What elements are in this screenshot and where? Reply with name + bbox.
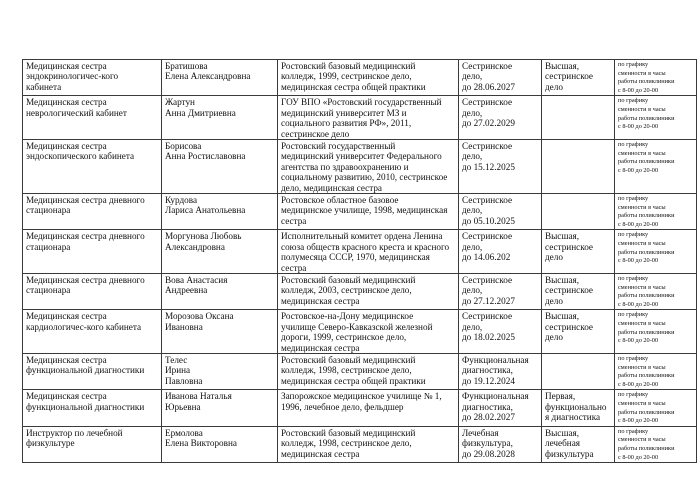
qualification-category-line: сестринское: [545, 241, 593, 252]
certificate-cell: [459, 194, 542, 230]
qualification-category-cell: [542, 60, 615, 96]
education-line: союза обществ красного креста и красного: [281, 241, 450, 252]
position-line: кабинета: [26, 81, 62, 92]
education-line: Ростовский базовый медицинский: [281, 61, 416, 71]
position-cell: [23, 96, 162, 140]
employee-name-line: Лариса Анатольевна: [165, 205, 246, 216]
table-row: [23, 354, 697, 390]
work-schedule-line: работы поликлиники: [618, 158, 675, 166]
employee-name-cell: [162, 354, 278, 390]
education-line: медицинский университет МЗ и: [281, 107, 407, 118]
education-line: Ростовское-на-Дону медицинское: [281, 311, 414, 322]
work-schedule-line: с 8-00 до 20-00: [618, 453, 659, 461]
work-schedule-line: по графику: [618, 231, 649, 239]
employee-name-cell: [162, 140, 278, 194]
work-schedule-line: по графику: [618, 141, 649, 148]
position-line: Инструктор по лечебной: [26, 427, 123, 438]
certificate-line: дело,: [462, 321, 483, 332]
certificate-cell: [459, 426, 542, 462]
certificate-line: до 27.12.2027: [462, 295, 515, 306]
employee-name-line: Телес: [165, 355, 188, 366]
work-schedule-line: работы поликлиники: [618, 372, 675, 380]
work-schedule-cell: [615, 194, 697, 230]
employee-name-cell: [162, 426, 278, 462]
work-schedule-line: с 8-00 до 20-00: [618, 337, 659, 345]
certificate-line: Сестринское: [462, 97, 513, 108]
work-schedule-line: с 8-00 до 20-00: [618, 300, 659, 308]
certificate-line: до 19.12.2024: [462, 375, 515, 386]
certificate-line: Функциональная: [462, 355, 529, 366]
education-cell: [278, 354, 459, 390]
table-row: [23, 60, 697, 96]
qualification-category-cell: [542, 354, 615, 390]
position-cell: [23, 140, 162, 194]
certificate-line: до 28.02.2027: [462, 412, 515, 423]
work-schedule-line: по графику: [618, 355, 649, 363]
qualification-category-line: Первая,: [545, 391, 576, 402]
education-line: Ростовский базовый медицинский: [281, 427, 416, 438]
education-line: Ростовский базовый медицинский: [281, 275, 416, 286]
certificate-line: Сестринское: [462, 275, 513, 286]
employee-name-line: Курдова: [165, 195, 198, 206]
education-line: ГОУ ВПО «Ростовский государственный: [281, 97, 442, 108]
qualification-category-cell: [542, 140, 615, 194]
position-line: Медицинская сестра: [26, 97, 107, 108]
qualification-category-line: сестринское: [545, 285, 593, 296]
work-schedule-cell: [615, 274, 697, 310]
work-schedule-line: сменности в часы: [618, 149, 666, 157]
employee-name-line: Ивановна: [165, 321, 203, 332]
position-line: Медицинская сестра: [26, 61, 107, 71]
qualification-category-cell: [542, 426, 615, 462]
position-line: Медицинская сестра дневного: [26, 195, 145, 206]
work-schedule-line: сменности в часы: [618, 240, 666, 247]
education-cell: [278, 194, 459, 230]
qualification-category-cell: [542, 274, 615, 310]
work-schedule-line: работы поликлиники: [618, 444, 675, 452]
qualification-category-line: физкультура: [545, 448, 594, 459]
work-schedule-line: по графику: [618, 61, 649, 68]
position-line: Медицинская сестра дневного: [26, 231, 145, 242]
table-row: [23, 426, 697, 462]
work-schedule-line: сменности в часы: [618, 436, 666, 444]
position-cell: [23, 310, 162, 354]
education-cell: [278, 96, 459, 140]
work-schedule-line: по графику: [618, 427, 649, 435]
work-schedule-line: работы поликлиники: [618, 212, 675, 220]
certificate-line: Лечебная: [462, 427, 499, 438]
certificate-cell: [459, 310, 542, 354]
certificate-line: физкультура,: [462, 438, 513, 449]
education-line: медицинская сестра общей практики: [281, 81, 426, 92]
work-schedule-cell: [615, 426, 697, 462]
education-line: дороги, 1999, сестринское дело,: [281, 332, 407, 343]
work-schedule-line: работы поликлиники: [618, 248, 675, 256]
education-line: 1996, лечебное дело, фельдшер: [281, 401, 404, 412]
education-line: социального развития РФ», 2011,: [281, 118, 412, 129]
education-line: Ростовский государственный: [281, 141, 396, 151]
education-line: колледж, 1998, сестринское дело,: [281, 365, 412, 376]
certificate-line: Сестринское: [462, 61, 513, 71]
education-line: сестринское дело: [281, 128, 350, 139]
certificate-line: диагностика,: [462, 401, 513, 412]
certificate-line: Функциональная: [462, 391, 529, 402]
employee-name-line: Андреевна: [165, 285, 208, 296]
qualification-category-line: Высшая,: [545, 275, 580, 286]
certificate-line: до 18.02.2025: [462, 332, 515, 343]
position-line: функциональной диагностики: [26, 365, 145, 376]
education-line: Исполнительный комитет ордена Ленина: [281, 231, 443, 242]
work-schedule-line: сменности в часы: [618, 320, 666, 327]
certificate-line: дело,: [462, 151, 483, 162]
certificate-line: Сестринское: [462, 311, 513, 322]
certificate-line: до 05.10.2025: [462, 215, 515, 226]
employee-name-line: Александровна: [165, 241, 225, 252]
work-schedule-cell: [615, 230, 697, 274]
education-cell: [278, 230, 459, 274]
education-line: агентства по здравоохранению и: [281, 161, 409, 172]
employee-name-line: Жартун: [165, 97, 195, 108]
work-schedule-line: с 8-00 до 20-00: [618, 417, 659, 425]
position-line: стационара: [26, 285, 71, 296]
position-cell: [23, 354, 162, 390]
position-line: Медицинская сестра: [26, 141, 107, 151]
qualification-category-line: Высшая,: [545, 61, 580, 71]
employee-name-cell: [162, 60, 278, 96]
education-line: дело, медицинская сестра: [281, 182, 383, 193]
work-schedule-cell: [615, 96, 697, 140]
education-cell: [278, 274, 459, 310]
employee-name-line: Анна Дмитриевна: [165, 107, 236, 118]
position-line: функциональной диагностики: [26, 401, 145, 412]
employee-name-line: Ермолова: [165, 427, 203, 438]
certificate-line: дело,: [462, 205, 483, 216]
work-schedule-line: по графику: [618, 275, 649, 283]
position-line: кардиологичес-кого кабинета: [26, 321, 142, 332]
employee-name-line: Борисова: [165, 141, 202, 151]
employee-name-line: Павловна: [165, 375, 203, 386]
certificate-cell: [459, 274, 542, 310]
position-cell: [23, 390, 162, 426]
position-cell: [23, 194, 162, 230]
work-schedule-line: работы поликлиники: [618, 114, 675, 122]
certificate-line: диагностика,: [462, 365, 513, 376]
qualification-category-line: сестринское: [545, 321, 593, 332]
work-schedule-line: работы поликлиники: [618, 78, 675, 86]
qualification-category-cell: [542, 230, 615, 274]
table-row: [23, 140, 697, 194]
employee-name-line: Юрьевна: [165, 401, 201, 412]
work-schedule-cell: [615, 354, 697, 390]
education-line: училище Северо-Кавказской железной: [281, 321, 433, 332]
certificate-cell: [459, 390, 542, 426]
education-line: медицинская сестра общей практики: [281, 375, 426, 386]
qualification-category-line: я диагностика: [545, 412, 601, 423]
education-line: сестра: [281, 215, 307, 226]
staff-table: [22, 59, 697, 463]
qualification-category-line: Высшая,: [545, 311, 580, 322]
certificate-line: дело,: [462, 285, 483, 296]
table-row: [23, 230, 697, 274]
qualification-category-line: дело: [545, 81, 563, 92]
position-line: эндоскопического кабинета: [26, 151, 135, 162]
work-schedule-line: сменности в часы: [618, 283, 666, 291]
education-line: медицинский университет Федерального: [281, 151, 442, 162]
employee-name-line: Анна Ростиславовна: [165, 151, 246, 162]
qualification-category-cell: [542, 96, 615, 140]
work-schedule-line: сменности в часы: [618, 203, 666, 211]
education-line: социальному развитию, 2010, сестринское: [281, 172, 448, 183]
employee-name-cell: [162, 310, 278, 354]
employee-name-cell: [162, 194, 278, 230]
work-schedule-line: с 8-00 до 20-00: [618, 257, 659, 265]
employee-name-line: Вова Анастасия: [165, 275, 228, 286]
education-cell: [278, 426, 459, 462]
staff-table-body: [23, 60, 697, 463]
qualification-category-line: Высшая,: [545, 427, 580, 438]
certificate-cell: [459, 96, 542, 140]
position-line: стационара: [26, 241, 71, 252]
certificate-line: дело,: [462, 71, 483, 82]
education-line: полумесяца СССР, 1970, медицинская: [281, 252, 430, 263]
work-schedule-cell: [615, 140, 697, 194]
table-row: [23, 310, 697, 354]
education-cell: [278, 310, 459, 354]
work-schedule-line: по графику: [618, 391, 649, 399]
qualification-category-cell: [542, 390, 615, 426]
education-line: колледж, 2003, сестринское дело,: [281, 285, 412, 296]
education-cell: [278, 140, 459, 194]
education-line: колледж, 1998, сестринское дело,: [281, 438, 412, 449]
education-line: Ростовский базовый медицинский: [281, 355, 416, 366]
qualification-category-line: Высшая,: [545, 231, 580, 242]
education-cell: [278, 60, 459, 96]
work-schedule-line: по графику: [618, 195, 649, 203]
education-line: сестра: [281, 262, 307, 273]
certificate-line: Сестринское: [462, 141, 513, 151]
education-line: медицинское училище, 1998, медицинская: [281, 205, 448, 216]
position-cell: [23, 60, 162, 96]
work-schedule-line: сменности в часы: [618, 363, 666, 371]
certificate-line: дело,: [462, 241, 483, 252]
certificate-cell: [459, 230, 542, 274]
position-line: Медицинская сестра: [26, 391, 107, 402]
work-schedule-cell: [615, 390, 697, 426]
work-schedule-line: по графику: [618, 311, 649, 319]
education-cell: [278, 390, 459, 426]
table-row: [23, 274, 697, 310]
work-schedule-line: с 8-00 до 20-00: [618, 380, 659, 388]
certificate-line: до 27.02.2029: [462, 118, 515, 129]
work-schedule-line: сменности в часы: [618, 400, 666, 407]
work-schedule-line: с 8-00 до 20-00: [618, 86, 659, 94]
position-line: Медицинская сестра: [26, 311, 107, 322]
position-line: Медицинская сестра дневного: [26, 275, 145, 286]
work-schedule-line: работы поликлиники: [618, 328, 675, 336]
work-schedule-line: работы поликлиники: [618, 408, 675, 416]
certificate-line: Сестринское: [462, 231, 513, 242]
employee-name-cell: [162, 390, 278, 426]
employee-name-line: Ирина: [165, 365, 191, 376]
position-cell: [23, 274, 162, 310]
position-line: неврологический кабинет: [26, 107, 127, 118]
position-line: физкультуре: [26, 438, 75, 449]
position-line: Медицинская сестра: [26, 355, 107, 366]
work-schedule-line: с 8-00 до 20-00: [618, 123, 659, 131]
employee-name-cell: [162, 96, 278, 140]
position-cell: [23, 230, 162, 274]
education-line: Ростовское областное базовое: [281, 195, 399, 206]
certificate-line: до 29.08.2028: [462, 448, 515, 459]
certificate-line: Сестринское: [462, 195, 513, 206]
table-row: [23, 194, 697, 230]
work-schedule-line: с 8-00 до 20-00: [618, 166, 659, 174]
employee-name-cell: [162, 230, 278, 274]
work-schedule-cell: [615, 310, 697, 354]
position-line: стационара: [26, 205, 71, 216]
employee-name-line: Моргунова Любовь: [165, 231, 242, 242]
qualification-category-line: функционально: [545, 401, 607, 412]
education-line: медицинская сестра: [281, 448, 360, 459]
work-schedule-line: с 8-00 до 20-00: [618, 220, 659, 228]
qualification-category-line: дело: [545, 332, 563, 343]
education-line: колледж, 1999, сестринское дело,: [281, 71, 412, 82]
education-line: Запорожское медицинское училище № 1,: [281, 391, 442, 402]
table-row: [23, 96, 697, 140]
education-line: медицинская сестра: [281, 295, 360, 306]
employee-name-line: Елена Викторовна: [165, 438, 237, 449]
certificate-line: до 28.06.2027: [462, 81, 515, 92]
employee-name-line: Елена Александровна: [165, 71, 251, 82]
work-schedule-line: сменности в часы: [618, 69, 666, 77]
certificate-line: до 15.12.2025: [462, 161, 515, 172]
qualification-category-line: лечебная: [545, 438, 581, 449]
qualification-category-cell: [542, 310, 615, 354]
employee-name-line: Братишова: [165, 61, 208, 71]
certificate-line: до 14.06.202: [462, 252, 511, 263]
education-line: медицинская сестра: [281, 342, 360, 353]
employee-name-line: Морозова Оксана: [165, 311, 234, 322]
qualification-category-line: сестринское: [545, 71, 593, 82]
work-schedule-line: по графику: [618, 97, 649, 105]
certificate-cell: [459, 354, 542, 390]
qualification-category-line: дело: [545, 252, 563, 263]
work-schedule-line: сменности в часы: [618, 105, 666, 113]
employee-name-cell: [162, 274, 278, 310]
work-schedule-cell: [615, 60, 697, 96]
certificate-cell: [459, 60, 542, 96]
qualification-category-line: дело: [545, 295, 563, 306]
position-cell: [23, 426, 162, 462]
position-line: эндокринологичес-кого: [26, 71, 119, 82]
qualification-category-cell: [542, 194, 615, 230]
certificate-line: дело,: [462, 107, 483, 118]
certificate-cell: [459, 140, 542, 194]
work-schedule-line: работы поликлиники: [618, 292, 675, 300]
employee-name-line: Иванова Наталья: [165, 391, 232, 402]
table-row: [23, 390, 697, 426]
